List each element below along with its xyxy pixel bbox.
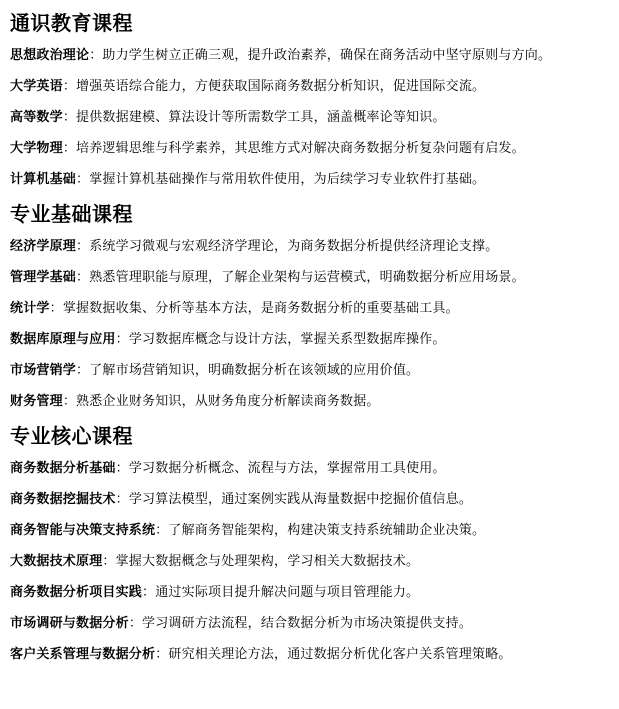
course-description: 助力学生树立正确三观，提升政治素养，确保在商务活动中坚守原则与方向。 [102,48,552,63]
course-item [10,519,610,543]
course-separator: ： [62,110,77,125]
course-separator: ： [62,394,77,409]
course-item [10,488,610,512]
section-professional-foundation [10,199,610,414]
course-description: 学习数据分析概念、流程与方法，掌握常用工具使用。 [128,461,446,476]
course-description: 掌握大数据概念与处理架构，学习相关大数据技术。 [115,554,420,569]
course-separator: ： [102,554,116,569]
course-separator: ： [76,270,90,285]
course-name: 高等数学 [10,110,63,125]
course-item [10,297,610,321]
course-separator: ： [142,585,156,600]
course-separator: ： [155,647,169,662]
course-item [10,550,610,574]
course-item [10,612,610,636]
course-name: 商务智能与决策支持系统 [10,523,156,538]
course-separator: ： [76,172,90,187]
course-name: 财务管理 [10,394,63,409]
course-description: 熟悉企业财务知识，从财务角度分析解读商务数据。 [76,394,380,409]
section-title: 专业基础课程 [10,202,133,226]
course-name: 管理学基础 [10,270,77,285]
course-separator: ： [62,79,77,94]
course-description: 了解市场营销知识，明确数据分析在该领域的应用价值。 [89,363,420,378]
course-name: 思想政治理论 [10,48,90,63]
course-name: 客户关系管理与数据分析 [10,647,156,662]
course-separator: ： [155,523,169,538]
course-item [10,235,610,259]
course-item [10,581,610,605]
course-item [10,44,610,68]
course-description: 学习调研方法流程，结合数据分析为市场决策提供支持。 [142,616,473,631]
course-description: 了解商务智能架构，构建决策支持系统辅助企业决策。 [168,523,486,538]
course-item [10,359,610,383]
course-item [10,75,610,99]
course-item [10,168,610,192]
course-description: 学习算法模型，通过案例实践从海量数据中挖掘价值信息。 [128,492,473,507]
course-name: 商务数据分析基础 [10,461,116,476]
course-name: 大数据技术原理 [10,554,103,569]
section-professional-core [10,421,610,667]
course-description: 掌握数据收集、分析等基本方法，是商务数据分析的重要基础工具。 [62,301,459,316]
course-item [10,643,610,667]
course-name: 大学英语 [10,79,63,94]
course-description: 提供数据建模、算法设计等所需数学工具，涵盖概率论等知识。 [76,110,446,125]
course-description: 培养逻辑思维与科学素养，其思维方式对解决商务数据分析复杂问题有启发。 [76,141,525,156]
course-item [10,106,610,130]
course-separator: ： [76,363,90,378]
course-separator: ： [49,301,63,316]
course-description: 研究相关理论方法，通过数据分析优化客户关系管理策略。 [168,647,512,662]
course-name: 商务数据分析项目实践 [10,585,143,600]
course-separator: ： [89,48,103,63]
course-separator: ： [76,239,90,254]
course-name: 计算机基础 [10,172,77,187]
course-separator: ： [62,141,77,156]
course-description: 通过实际项目提升解决问题与项目管理能力。 [155,585,420,600]
course-item [10,457,610,481]
course-description: 熟悉管理职能与原理，了解企业架构与运营模式，明确数据分析应用场景。 [89,270,525,285]
course-name: 数据库原理与应用 [10,332,116,347]
course-description: 学习数据库概念与设计方法，掌握关系型数据库操作。 [128,332,446,347]
course-item [10,328,610,352]
course-name: 市场营销学 [10,363,77,378]
course-name: 统计学 [10,301,50,316]
course-description: 掌握计算机基础操作与常用软件使用，为后续学习专业软件打基础。 [89,172,486,187]
section-title: 专业核心课程 [10,424,133,448]
course-name: 市场调研与数据分析 [10,616,129,631]
course-separator: ： [115,461,129,476]
course-item [10,266,610,290]
section-title: 通识教育课程 [10,11,133,35]
course-item [10,137,610,161]
course-separator: ： [128,616,143,631]
course-name: 商务数据挖掘技术 [10,492,116,507]
course-item [10,390,610,414]
course-name: 经济学原理 [10,239,77,254]
course-separator: ： [115,332,129,347]
course-description: 系统学习微观与宏观经济学理论，为商务数据分析提供经济理论支撑。 [89,239,499,254]
section-general-education [10,8,610,192]
course-separator: ： [115,492,129,507]
course-description: 增强英语综合能力，方便获取国际商务数据分析知识，促进国际交流。 [76,79,486,94]
course-name: 大学物理 [10,141,63,156]
